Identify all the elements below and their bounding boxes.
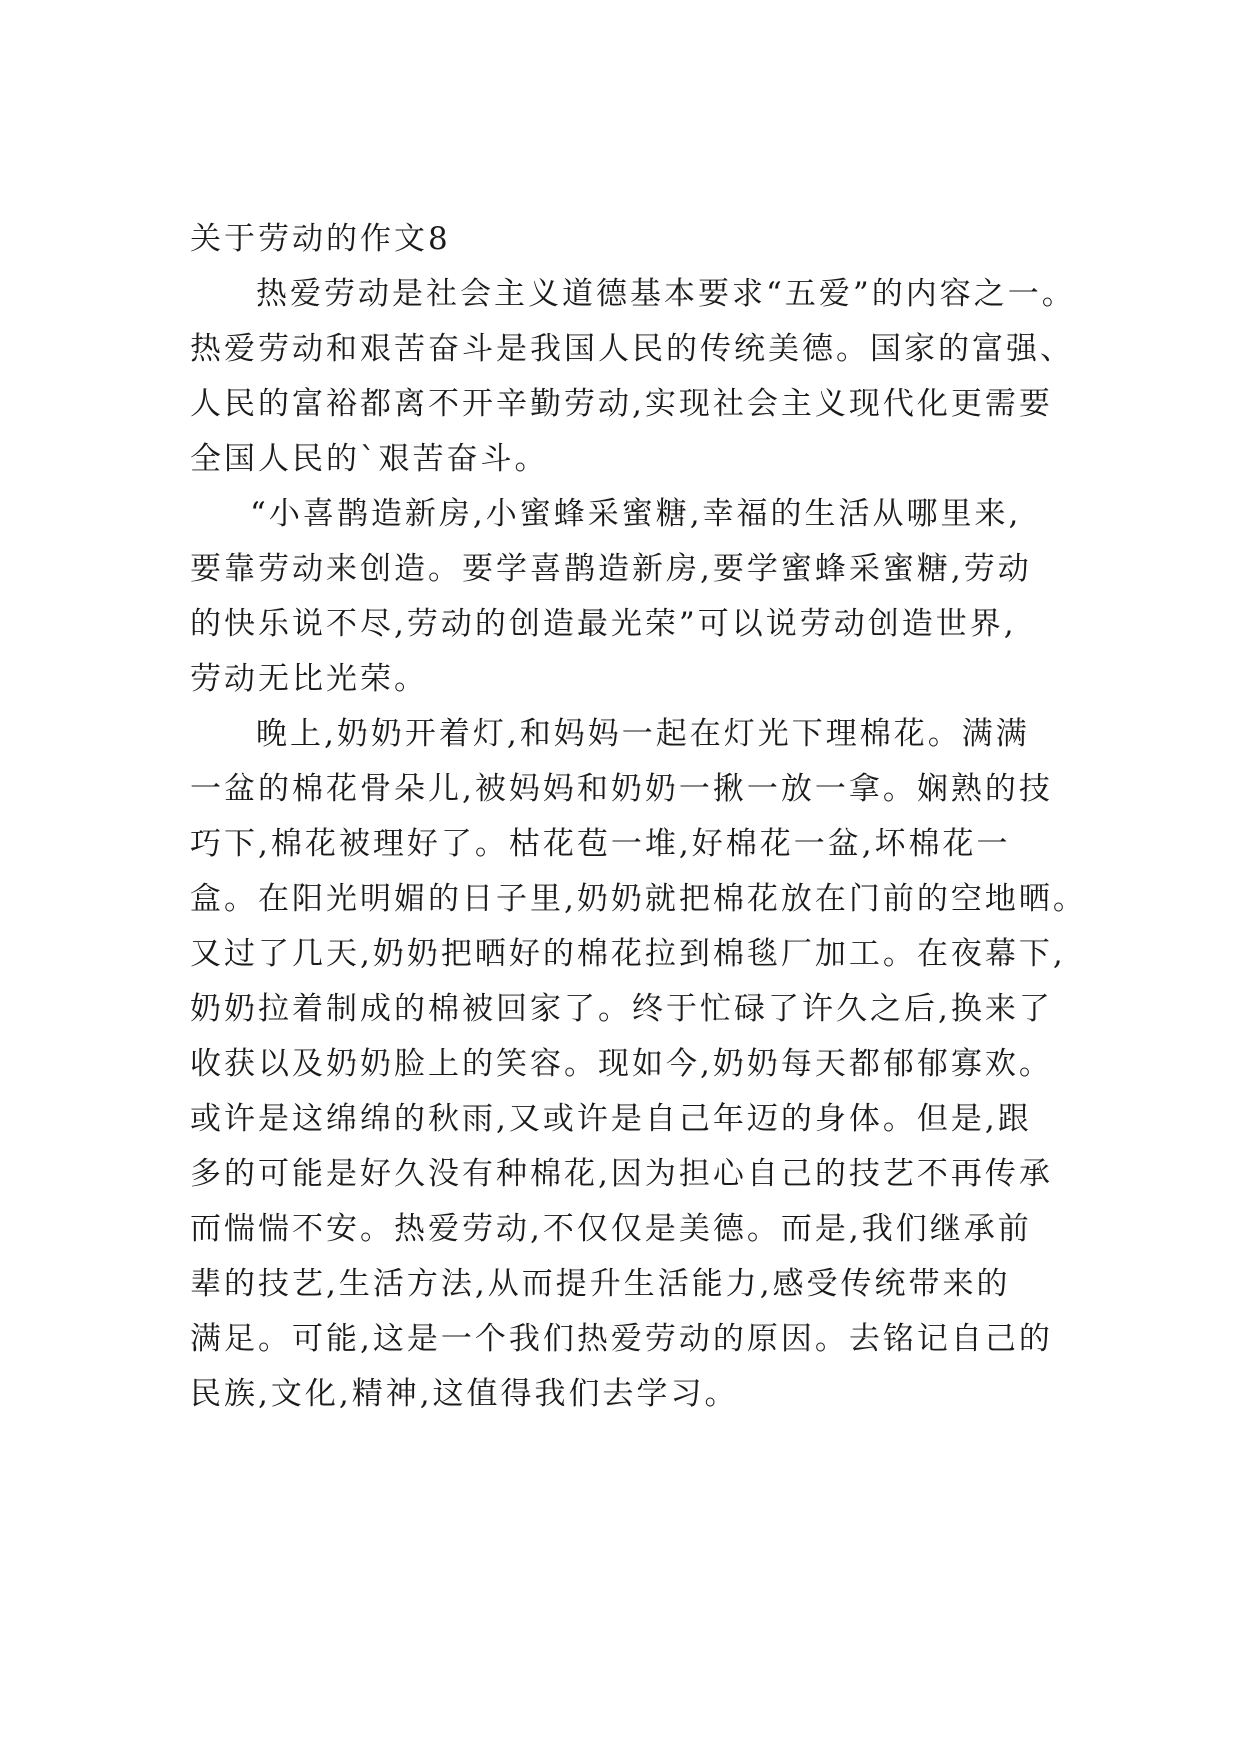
paragraph-2-line-2: 要靠劳动来创造。要学喜鹊造新房,要学蜜蜂采蜜糖,劳动: [190, 551, 1032, 587]
paragraph-3-line-4: 盒。在阳光明媚的日子里,奶奶就把棉花放在门前的空地晒。: [190, 881, 1087, 917]
paragraph-3-line-10: 而惴惴不安。热爱劳动,不仅仅是美德。而是,我们继承前: [190, 1211, 1032, 1247]
paragraph-1-line-4: 全国人民的`艰苦奋斗。: [190, 441, 549, 477]
paragraph-3-line-13: 民族,文化,精神,这值得我们去学习。: [190, 1376, 739, 1412]
paragraph-3-line-12: 满足。可能,这是一个我们热爱劳动的原因。去铭记自己的: [190, 1321, 1053, 1357]
paragraph-3-line-7: 收获以及奶奶脸上的笑容。现如今,奶奶每天都郁郁寡欢。: [190, 1046, 1053, 1082]
paragraph-3-line-5: 又过了几天,奶奶把晒好的棉花拉到棉毯厂加工。在夜幕下,: [190, 936, 1066, 972]
document-body: [190, 219, 1087, 1429]
paragraph-2-line-1: “小喜鹊造新房,小蜜蜂采蜜糖,幸福的生活从哪里来,: [250, 496, 1022, 532]
document-title: 关于劳动的作文8: [190, 221, 451, 257]
paragraph-3-line-11: 辈的技艺,生活方法,从而提升生活能力,感受传统带来的: [190, 1266, 1011, 1302]
paragraph-3-line-3: 巧下,棉花被理好了。枯花苞一堆,好棉花一盆,坏棉花一: [190, 826, 1011, 862]
paragraph-3-line-1: 晚上,奶奶开着灯,和妈妈一起在灯光下理棉花。满满: [256, 716, 1030, 752]
paragraph-2-line-3: 的快乐说不尽,劳动的创造最光荣”可以说劳动创造世界,: [190, 606, 1017, 642]
paragraph-1-line-3: 人民的富裕都离不开辛勤劳动,实现社会主义现代化更需要: [190, 386, 1053, 422]
paragraph-1-line-2: 热爱劳动和艰苦奋斗是我国人民的传统美德。国家的富强、: [190, 331, 1074, 367]
paragraph-3-line-6: 奶奶拉着制成的棉被回家了。终于忙碌了许久之后,换来了: [190, 991, 1053, 1027]
paragraph-2-line-4: 劳动无比光荣。: [190, 661, 428, 697]
paragraph-3-line-9: 多的可能是好久没有种棉花,因为担心自己的技艺不再传承: [190, 1156, 1053, 1192]
paragraph-3-line-8: 或许是这绵绵的秋雨,又或许是自己年迈的身体。但是,跟: [190, 1101, 1032, 1137]
paragraph-3-line-2: 一盆的棉花骨朵儿,被妈妈和奶奶一揪一放一拿。娴熟的技: [190, 771, 1053, 807]
paragraph-1-line-1: 热爱劳动是社会主义道德基本要求“五爱”的内容之一。: [256, 276, 1076, 312]
